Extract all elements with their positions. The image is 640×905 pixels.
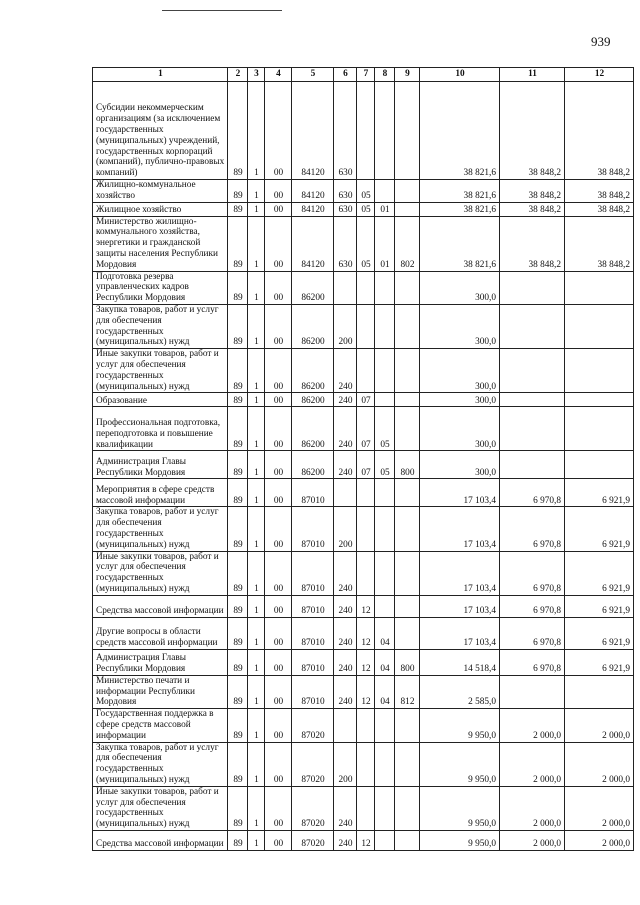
code-cell: 240	[334, 551, 357, 595]
code-cell: 89	[228, 595, 248, 617]
code-cell: 1	[248, 451, 265, 479]
table-row	[93, 216, 634, 271]
page-number: 939	[591, 34, 611, 49]
amount-cell: 38 848,2	[500, 180, 565, 203]
code-cell: 89	[228, 407, 248, 451]
table-row	[93, 742, 634, 786]
code-cell: 89	[228, 271, 248, 304]
row-description: Образование	[93, 393, 228, 407]
amount-cell	[565, 349, 634, 393]
amount-cell: 38 821,6	[420, 202, 500, 216]
code-cell: 84120	[292, 216, 334, 271]
code-cell: 1	[248, 479, 265, 507]
code-cell: 89	[228, 742, 248, 786]
amount-cell: 6 921,9	[565, 507, 634, 551]
amount-cell: 2 000,0	[500, 830, 565, 850]
amount-cell: 9 950,0	[420, 742, 500, 786]
amount-cell: 9 950,0	[420, 830, 500, 850]
amount-cell: 38 821,6	[420, 82, 500, 180]
table-row	[93, 349, 634, 393]
code-cell: 00	[265, 271, 292, 304]
amount-cell: 2 000,0	[565, 742, 634, 786]
code-cell: 00	[265, 349, 292, 393]
code-cell: 1	[248, 507, 265, 551]
code-cell: 200	[334, 742, 357, 786]
amount-cell: 38 848,2	[565, 202, 634, 216]
row-description: Закупка товаров, работ и услуг для обеспечения государственных (муниципальных) нужд	[93, 304, 228, 348]
code-cell: 00	[265, 709, 292, 742]
amount-cell: 6 921,9	[565, 551, 634, 595]
code-cell	[395, 551, 420, 595]
column-header: 1	[93, 68, 228, 82]
code-cell: 89	[228, 180, 248, 203]
table-row	[93, 202, 634, 216]
code-cell: 812	[395, 675, 420, 708]
column-header: 7	[357, 68, 375, 82]
row-description: Закупка товаров, работ и услуг для обеспечения государственных (муниципальных) нужд	[93, 742, 228, 786]
code-cell	[357, 742, 375, 786]
code-cell: 01	[375, 216, 395, 271]
code-cell	[375, 830, 395, 850]
amount-cell: 2 000,0	[565, 786, 634, 830]
code-cell	[375, 180, 395, 203]
column-header: 4	[265, 68, 292, 82]
table-row	[93, 180, 634, 203]
code-cell: 04	[375, 675, 395, 708]
amount-cell: 2 000,0	[565, 709, 634, 742]
amount-cell	[500, 304, 565, 348]
code-cell	[375, 709, 395, 742]
code-cell: 1	[248, 675, 265, 708]
code-cell: 1	[248, 349, 265, 393]
code-cell	[357, 551, 375, 595]
code-cell: 630	[334, 180, 357, 203]
code-cell: 05	[375, 451, 395, 479]
code-cell: 00	[265, 202, 292, 216]
code-cell: 87010	[292, 595, 334, 617]
column-header: 2	[228, 68, 248, 82]
row-description: Министерство жилищно-коммунального хозяйства, энергетики и гражданской защиты населения Республики Мордовия	[93, 216, 228, 271]
amount-cell: 6 921,9	[565, 595, 634, 617]
code-cell	[395, 349, 420, 393]
amount-cell	[565, 304, 634, 348]
table-row	[93, 786, 634, 830]
code-cell	[395, 271, 420, 304]
amount-cell	[500, 675, 565, 708]
amount-cell: 300,0	[420, 271, 500, 304]
code-cell	[375, 479, 395, 507]
code-cell: 12	[357, 617, 375, 649]
code-cell: 00	[265, 180, 292, 203]
code-cell: 200	[334, 507, 357, 551]
amount-cell	[565, 451, 634, 479]
code-cell: 87020	[292, 786, 334, 830]
code-cell	[395, 595, 420, 617]
code-cell	[375, 393, 395, 407]
row-description: Жилищное хозяйство	[93, 202, 228, 216]
code-cell	[375, 595, 395, 617]
code-cell: 89	[228, 479, 248, 507]
amount-cell: 17 103,4	[420, 551, 500, 595]
table-row	[93, 479, 634, 507]
amount-cell	[565, 675, 634, 708]
code-cell: 00	[265, 830, 292, 850]
code-cell: 240	[334, 649, 357, 675]
code-cell: 1	[248, 649, 265, 675]
row-description: Подготовка резерва управленческих кадров Республики Мордовия	[93, 271, 228, 304]
column-header: 11	[500, 68, 565, 82]
code-cell	[357, 507, 375, 551]
amount-cell	[565, 407, 634, 451]
code-cell: 00	[265, 393, 292, 407]
table-row	[93, 304, 634, 348]
code-cell	[375, 304, 395, 348]
code-cell: 00	[265, 407, 292, 451]
amount-cell: 38 848,2	[565, 216, 634, 271]
amount-cell: 6 970,8	[500, 617, 565, 649]
code-cell: 87010	[292, 551, 334, 595]
row-description: Субсидии некоммерческим организациям (за исключением государственных (муниципальных) учреждений, государственных корпораций (компаний), публично-правовых компаний)	[93, 82, 228, 180]
code-cell: 00	[265, 551, 292, 595]
code-cell	[395, 82, 420, 180]
table-row	[93, 675, 634, 708]
code-cell: 89	[228, 830, 248, 850]
table-row	[93, 709, 634, 742]
code-cell: 86200	[292, 304, 334, 348]
code-cell	[334, 709, 357, 742]
amount-cell: 6 970,8	[500, 507, 565, 551]
amount-cell: 9 950,0	[420, 786, 500, 830]
code-cell: 05	[375, 407, 395, 451]
code-cell	[357, 709, 375, 742]
code-cell	[395, 407, 420, 451]
code-cell: 00	[265, 304, 292, 348]
code-cell	[395, 180, 420, 203]
row-description: Средства массовой информации	[93, 830, 228, 850]
code-cell	[395, 830, 420, 850]
code-cell: 04	[375, 617, 395, 649]
code-cell	[395, 393, 420, 407]
table-row	[93, 507, 634, 551]
amount-cell: 38 821,6	[420, 180, 500, 203]
amount-cell: 2 585,0	[420, 675, 500, 708]
row-description: Иные закупки товаров, работ и услуг для обеспечения государственных (муниципальных) нужд	[93, 786, 228, 830]
code-cell: 01	[375, 202, 395, 216]
code-cell: 89	[228, 349, 248, 393]
code-cell: 87010	[292, 479, 334, 507]
code-cell: 240	[334, 407, 357, 451]
code-cell	[334, 271, 357, 304]
amount-cell: 17 103,4	[420, 479, 500, 507]
code-cell: 89	[228, 507, 248, 551]
code-cell: 89	[228, 202, 248, 216]
code-cell: 86200	[292, 407, 334, 451]
table-row	[93, 271, 634, 304]
amount-cell	[565, 393, 634, 407]
row-description: Государственная поддержка в сфере средств массовой информации	[93, 709, 228, 742]
code-cell: 00	[265, 649, 292, 675]
code-cell: 12	[357, 675, 375, 708]
code-cell: 12	[357, 830, 375, 850]
code-cell: 87020	[292, 709, 334, 742]
amount-cell: 17 103,4	[420, 617, 500, 649]
code-cell: 89	[228, 709, 248, 742]
amount-cell: 2 000,0	[500, 742, 565, 786]
code-cell	[375, 786, 395, 830]
amount-cell: 6 970,8	[500, 479, 565, 507]
code-cell: 00	[265, 617, 292, 649]
code-cell: 05	[357, 202, 375, 216]
code-cell: 89	[228, 304, 248, 348]
amount-cell: 38 848,2	[565, 180, 634, 203]
code-cell: 89	[228, 675, 248, 708]
code-cell: 12	[357, 595, 375, 617]
column-header: 5	[292, 68, 334, 82]
code-cell: 1	[248, 304, 265, 348]
row-description: Другие вопросы в области средств массовой информации	[93, 617, 228, 649]
code-cell	[375, 271, 395, 304]
code-cell	[375, 349, 395, 393]
code-cell: 1	[248, 202, 265, 216]
code-cell: 87010	[292, 649, 334, 675]
code-cell	[357, 271, 375, 304]
code-cell: 89	[228, 551, 248, 595]
code-cell: 84120	[292, 180, 334, 203]
table-row	[93, 551, 634, 595]
code-cell	[357, 349, 375, 393]
code-cell: 00	[265, 507, 292, 551]
code-cell: 87010	[292, 617, 334, 649]
table-row	[93, 82, 634, 180]
amount-cell: 14 518,4	[420, 649, 500, 675]
code-cell: 1	[248, 216, 265, 271]
code-cell: 800	[395, 649, 420, 675]
code-cell: 89	[228, 786, 248, 830]
code-cell: 200	[334, 304, 357, 348]
code-cell: 1	[248, 595, 265, 617]
code-cell	[375, 551, 395, 595]
amount-cell: 2 000,0	[500, 786, 565, 830]
code-cell: 630	[334, 82, 357, 180]
code-cell: 1	[248, 709, 265, 742]
column-header: 8	[375, 68, 395, 82]
amount-cell	[500, 271, 565, 304]
code-cell	[395, 507, 420, 551]
table-row	[93, 649, 634, 675]
code-cell: 1	[248, 551, 265, 595]
code-cell: 1	[248, 617, 265, 649]
amount-cell: 300,0	[420, 407, 500, 451]
table-header-row	[93, 68, 634, 82]
code-cell: 89	[228, 617, 248, 649]
code-cell: 1	[248, 407, 265, 451]
amount-cell: 6 921,9	[565, 617, 634, 649]
code-cell: 00	[265, 786, 292, 830]
row-description: Администрация Главы Республики Мордовия	[93, 451, 228, 479]
code-cell	[357, 82, 375, 180]
amount-cell: 6 970,8	[500, 551, 565, 595]
amount-cell: 6 921,9	[565, 479, 634, 507]
amount-cell: 38 848,2	[500, 216, 565, 271]
amount-cell: 17 103,4	[420, 507, 500, 551]
code-cell: 84120	[292, 202, 334, 216]
amount-cell: 300,0	[420, 393, 500, 407]
code-cell: 89	[228, 649, 248, 675]
code-cell: 87020	[292, 830, 334, 850]
code-cell	[395, 617, 420, 649]
code-cell: 00	[265, 451, 292, 479]
table-row	[93, 617, 634, 649]
code-cell: 00	[265, 216, 292, 271]
code-cell: 240	[334, 786, 357, 830]
amount-cell: 300,0	[420, 349, 500, 393]
code-cell: 00	[265, 479, 292, 507]
code-cell	[357, 786, 375, 830]
amount-cell: 6 970,8	[500, 649, 565, 675]
code-cell: 240	[334, 830, 357, 850]
row-description: Жилищно-коммунальное хозяйство	[93, 180, 228, 203]
code-cell	[357, 479, 375, 507]
code-cell: 00	[265, 595, 292, 617]
code-cell: 240	[334, 393, 357, 407]
code-cell: 05	[357, 180, 375, 203]
budget-table	[92, 67, 634, 851]
code-cell: 87010	[292, 507, 334, 551]
amount-cell: 300,0	[420, 304, 500, 348]
code-cell: 86200	[292, 393, 334, 407]
code-cell: 12	[357, 649, 375, 675]
amount-cell	[500, 393, 565, 407]
column-header: 6	[334, 68, 357, 82]
code-cell	[375, 507, 395, 551]
code-cell: 800	[395, 451, 420, 479]
table-row	[93, 451, 634, 479]
amount-cell	[500, 349, 565, 393]
code-cell	[395, 479, 420, 507]
row-description: Средства массовой информации	[93, 595, 228, 617]
code-cell: 240	[334, 617, 357, 649]
amount-cell: 38 848,2	[500, 82, 565, 180]
code-cell: 05	[357, 216, 375, 271]
code-cell	[375, 82, 395, 180]
column-header: 9	[395, 68, 420, 82]
row-description: Мероприятия в сфере средств массовой информации	[93, 479, 228, 507]
code-cell: 1	[248, 82, 265, 180]
code-cell: 86200	[292, 451, 334, 479]
code-cell: 240	[334, 595, 357, 617]
code-cell: 87020	[292, 742, 334, 786]
code-cell: 240	[334, 349, 357, 393]
code-cell: 87010	[292, 675, 334, 708]
code-cell: 630	[334, 216, 357, 271]
amount-cell: 38 821,6	[420, 216, 500, 271]
code-cell: 89	[228, 82, 248, 180]
code-cell: 07	[357, 451, 375, 479]
code-cell: 07	[357, 407, 375, 451]
code-cell	[375, 742, 395, 786]
code-cell: 1	[248, 271, 265, 304]
amount-cell: 17 103,4	[420, 595, 500, 617]
code-cell: 1	[248, 393, 265, 407]
code-cell	[395, 786, 420, 830]
table-row	[93, 407, 634, 451]
amount-cell: 2 000,0	[565, 830, 634, 850]
code-cell	[395, 304, 420, 348]
code-cell: 00	[265, 742, 292, 786]
code-cell	[334, 479, 357, 507]
code-cell	[357, 304, 375, 348]
code-cell: 84120	[292, 82, 334, 180]
amount-cell: 6 921,9	[565, 649, 634, 675]
amount-cell	[565, 271, 634, 304]
code-cell: 00	[265, 675, 292, 708]
code-cell	[395, 202, 420, 216]
amount-cell: 38 848,2	[500, 202, 565, 216]
column-header: 3	[248, 68, 265, 82]
amount-cell	[500, 451, 565, 479]
code-cell: 86200	[292, 349, 334, 393]
code-cell: 04	[375, 649, 395, 675]
amount-cell: 9 950,0	[420, 709, 500, 742]
table-row	[93, 830, 634, 850]
code-cell	[395, 742, 420, 786]
row-description: Профессиональная подготовка, переподготовка и повышение квалификации	[93, 407, 228, 451]
row-description: Администрация Главы Республики Мордовия	[93, 649, 228, 675]
code-cell: 86200	[292, 271, 334, 304]
code-cell: 89	[228, 216, 248, 271]
table-row	[93, 393, 634, 407]
column-header: 10	[420, 68, 500, 82]
table-row	[93, 595, 634, 617]
code-cell: 1	[248, 180, 265, 203]
code-cell: 1	[248, 742, 265, 786]
amount-cell: 2 000,0	[500, 709, 565, 742]
top-rule	[162, 10, 282, 11]
amount-cell: 38 848,2	[565, 82, 634, 180]
code-cell: 1	[248, 786, 265, 830]
code-cell: 802	[395, 216, 420, 271]
amount-cell: 300,0	[420, 451, 500, 479]
code-cell: 00	[265, 82, 292, 180]
code-cell	[395, 709, 420, 742]
code-cell: 240	[334, 451, 357, 479]
code-cell: 89	[228, 393, 248, 407]
column-header: 12	[565, 68, 634, 82]
code-cell: 89	[228, 451, 248, 479]
row-description: Закупка товаров, работ и услуг для обеспечения государственных (муниципальных) нужд	[93, 507, 228, 551]
code-cell: 07	[357, 393, 375, 407]
row-description: Министерство печати и информации Республики Мордовия	[93, 675, 228, 708]
row-description: Иные закупки товаров, работ и услуг для обеспечения государственных (муниципальных) нужд	[93, 349, 228, 393]
code-cell: 1	[248, 830, 265, 850]
row-description: Иные закупки товаров, работ и услуг для обеспечения государственных (муниципальных) нужд	[93, 551, 228, 595]
code-cell: 630	[334, 202, 357, 216]
amount-cell: 6 970,8	[500, 595, 565, 617]
code-cell: 240	[334, 675, 357, 708]
amount-cell	[500, 407, 565, 451]
